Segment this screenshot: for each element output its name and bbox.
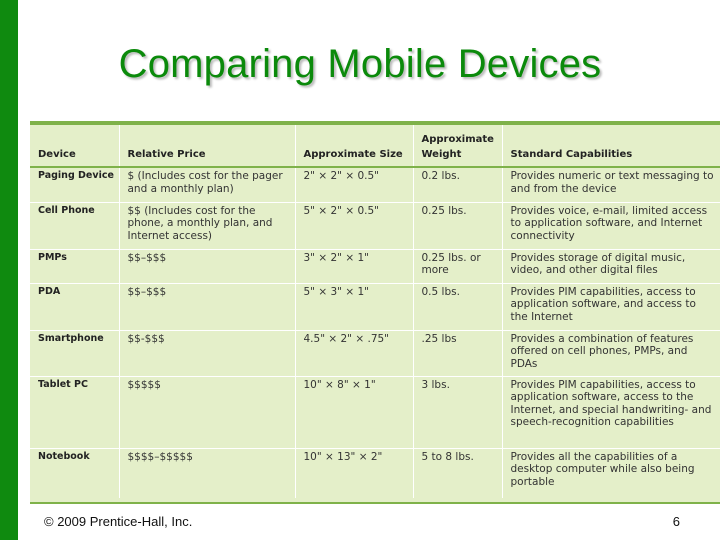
copyright-footer: © 2009 Prentice-Hall, Inc. — [44, 514, 193, 529]
cell-device: Cell Phone — [30, 202, 119, 249]
cell-weight: 0.25 lbs. — [413, 202, 502, 249]
cell-capabilities: Provides all the capabilities of a desktop computer while also being portable — [502, 448, 720, 498]
table-row — [30, 167, 720, 202]
cell-weight: 3 lbs. — [413, 376, 502, 448]
cell-size: 4.5" × 2" × .75" — [295, 330, 413, 376]
table-row — [30, 448, 720, 498]
header-approximate-weight: Approximate Weight — [413, 125, 502, 167]
cell-device: Tablet PC — [30, 376, 119, 448]
cell-capabilities: Provides PIM capabilities, access to application software, access to the Internet, and special handwriting- and speech-recognition capabilities — [502, 376, 720, 448]
cell-device: Paging Device — [30, 167, 119, 202]
cell-weight: 0.5 lbs. — [413, 283, 502, 330]
cell-capabilities: Provides numeric or text messaging to and from the device — [502, 167, 720, 202]
cell-capabilities: Provides a combination of features offered on cell phones, PMPs, and PDAs — [502, 330, 720, 376]
cell-price: $$$$–$$$$$ — [119, 448, 295, 498]
cell-capabilities: Provides voice, e-mail, limited access to application software, and Internet connectivity — [502, 202, 720, 249]
cell-device: Smartphone — [30, 330, 119, 376]
cell-weight: 5 to 8 lbs. — [413, 448, 502, 498]
cell-device: PDA — [30, 283, 119, 330]
devices-table — [30, 125, 720, 498]
slide-title: Comparing Mobile Devices — [118, 42, 602, 86]
cell-device: Notebook — [30, 448, 119, 498]
cell-size: 10" × 13" × 2" — [295, 448, 413, 498]
cell-size: 5" × 2" × 0.5" — [295, 202, 413, 249]
header-standard-capabilities: Standard Capabilities — [502, 125, 720, 167]
cell-size: 2" × 2" × 0.5" — [295, 167, 413, 202]
table-row — [30, 376, 720, 448]
cell-price: $$-$$$ — [119, 330, 295, 376]
table-row — [30, 330, 720, 376]
cell-size: 5" × 3" × 1" — [295, 283, 413, 330]
header-approximate-size: Approximate Size — [295, 125, 413, 167]
table-row — [30, 283, 720, 330]
devices-table-container — [30, 121, 720, 504]
cell-price: $$–$$$ — [119, 283, 295, 330]
cell-weight: 0.2 lbs. — [413, 167, 502, 202]
header-relative-price: Relative Price — [119, 125, 295, 167]
table-header-row — [30, 125, 720, 167]
cell-device: PMPs — [30, 249, 119, 283]
left-accent-bar — [0, 0, 18, 540]
cell-price: $ (Includes cost for the pager and a monthly plan) — [119, 167, 295, 202]
cell-capabilities: Provides PIM capabilities, access to application software, and access to the Internet — [502, 283, 720, 330]
page-number: 6 — [672, 514, 680, 529]
cell-weight: 0.25 lbs. or more — [413, 249, 502, 283]
header-device: Device — [30, 125, 119, 167]
cell-size: 3" × 2" × 1" — [295, 249, 413, 283]
cell-price: $$–$$$ — [119, 249, 295, 283]
table-row — [30, 202, 720, 249]
cell-price: $$ (Includes cost for the phone, a monthly plan, and Internet access) — [119, 202, 295, 249]
table-row — [30, 249, 720, 283]
cell-capabilities: Provides storage of digital music, video, and other digital files — [502, 249, 720, 283]
cell-weight: .25 lbs — [413, 330, 502, 376]
cell-size: 10" × 8" × 1" — [295, 376, 413, 448]
cell-price: $$$$$ — [119, 376, 295, 448]
